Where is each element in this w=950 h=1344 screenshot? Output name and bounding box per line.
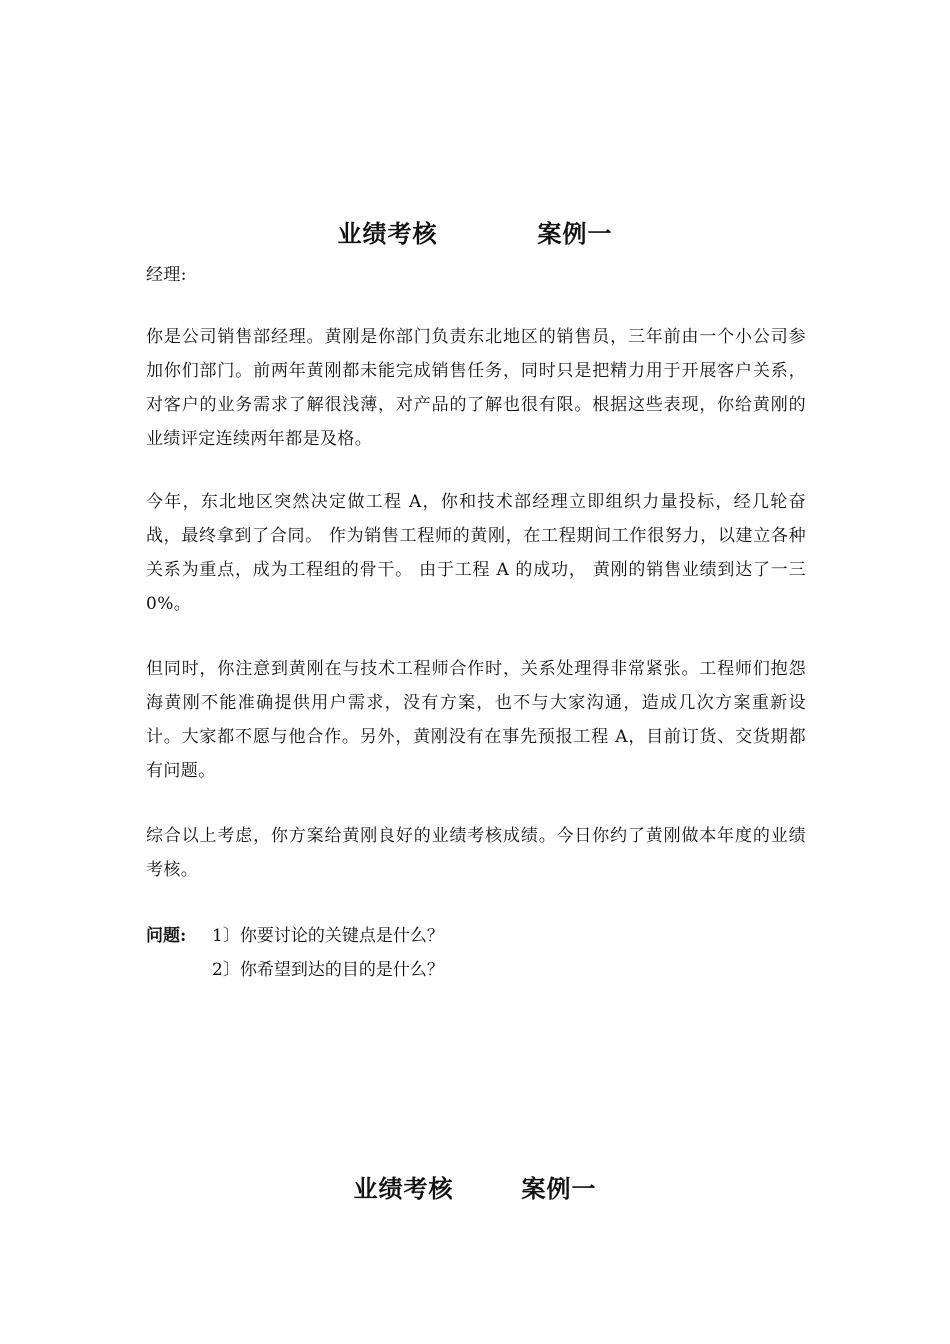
question-item-2: 2〕你希望到达的目的是什么？ (212, 960, 444, 980)
paragraph-3: 但同时，你注意到黄刚在与技术工程师合作时，关系处理得非常紧张。工程师们抱怨海黄刚不能准确提供用户需求，没有方案，也不与大家沟通，造成几次方案重新设计。大家都不愿与他合作。另外，黄刚没有在事先预报工程 A，目前订货、交货期都有问题。 (146, 659, 806, 781)
title-part-1: 业绩考核 (337, 219, 438, 248)
question-row-2 (146, 953, 806, 987)
document-title (0, 214, 950, 249)
paragraph-2: 今年，东北地区突然决定做工程 A，你和技术部经理立即组织力量投标，经几轮奋战，最终拿到了合同。 作为销售工程师的黄刚，在工程期间工作很努力，以建立各种关系为重点，成为工程组的骨干。 由于工程 A 的成功， 黄刚的销售业绩到达了一三 0%。 (146, 492, 806, 614)
questions-block (146, 919, 806, 987)
question-item-1: 1〕你要讨论的关键点是什么？ (212, 926, 444, 946)
questions-label: 问题: (146, 926, 187, 946)
title-repeat-part-2: 案例一 (521, 1174, 597, 1203)
salutation: 经理: (146, 265, 187, 285)
title-repeat-part-1: 业绩考核 (353, 1174, 454, 1203)
document-title-repeat (0, 1169, 950, 1204)
question-row-1 (146, 919, 806, 953)
paragraph-1: 你是公司销售部经理。黄刚是你部门负责东北地区的销售员，三年前由一个小公司参加你们部门。前两年黄刚都未能完成销售任务，同时只是把精力用于开展客户关系，对客户的业务需求了解很浅薄，对产品的了解也很有限。根据这些表现，你给黄刚的业绩评定连续两年都是及格。 (146, 327, 806, 449)
paragraph-4: 综合以上考虑，你方案给黄刚良好的业绩考核成绩。今日你约了黄刚做本年度的业绩考核。 (146, 826, 806, 880)
title-part-2: 案例一 (537, 219, 613, 248)
